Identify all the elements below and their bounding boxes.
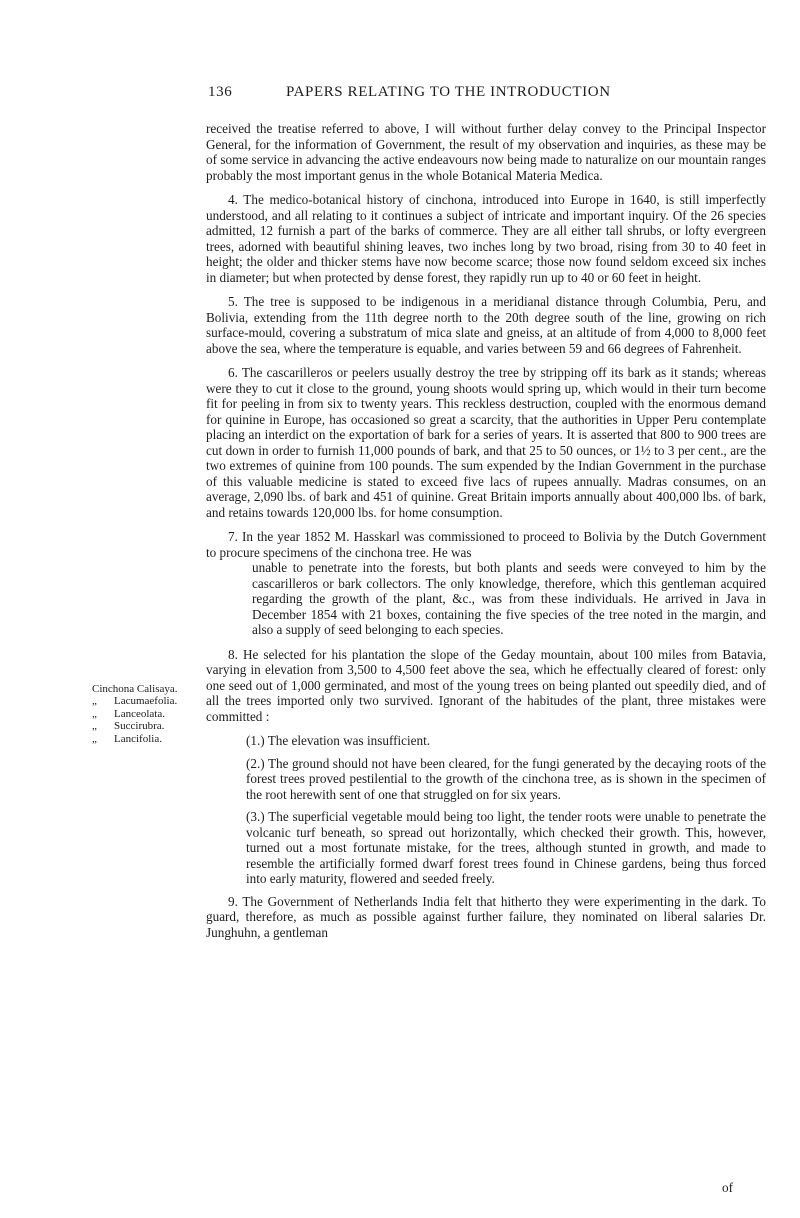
ditto-mark: „ xyxy=(92,707,97,720)
paragraph-7 xyxy=(206,529,766,638)
paragraph-6: 6. The cascarilleros or peelers usually destroy the tree by stripping off its bark as it stands; whereas were they to cut it close to the ground, young shoots would spring up, which would in their turn become fit for peeling in from six to twenty years. This reckless destruction, coupled with the enormous demand for quinine in Europe, has occasioned so great a scarcity, that the authorities in Upper Peru contemplate placing an interdict on the exportation of bark for a series of years. It is asserted that 800 to 900 trees are cut down in order to furnish 11,000 pounds of bark, and that 25 to 50 ounces, or 1½ to 3 per cent., are the two extremes of quinine from 100 pounds. The sum expended by the Indian Government in the purchase of this valuable medicine is stated to exceed five lacs of rupees annually. Madras consumes, on an average, 2,090 lbs. of bark and 451 of quinine. Great Britain imports annually about 400,000 lbs. of bark, and retains towards 120,000 lbs. for home consumption. xyxy=(206,365,766,520)
mistake-3: (3.) The superficial vegetable mould being too light, the tender roots were unable to penetrate the volcanic turf beneath, so spread out horizontally, which checked their growth. This, however, turned out a most fortunate mistake, for the trees, although stunted in growth, and made to resemble the artificially formed dwarf forest trees found in Chinese gardens, being thus forced into early maturity, flowered and seeded freely. xyxy=(246,809,766,886)
body-text xyxy=(206,121,766,949)
paragraph-5: 5. The tree is supposed to be indigenous in a meridianal distance through Columbia, Peru, and Bolivia, extending from the 11th degree north to the 20th degree south of the line, growing on rich surface-mould, covering a substratum of mica slate and gneiss, at an altitude of from 4,000 to 8,000 feet above the sea, where the temperature is equable, and varies between 59 and 66 degrees of Fahrenheit. xyxy=(206,294,766,356)
margin-note-species-name: Succirubra. xyxy=(114,720,165,733)
mistake-1: (1.) The elevation was insufficient. xyxy=(246,733,431,748)
paragraph-4: 4. The medico-botanical history of cinchona, introduced into Europe in 1640, is still imperfectly understood, and all relating to it continues a subject of intricate and important inquiry. Of the 26 species admitted, 12 furnish a part of the barks of commerce. They are all either tall shrubs, or lofty evergreen trees, adorned with beautiful shining leaves, two inches long by two broad, rising from 30 to 40 feet in height; the older and thicker stems have now become scarce; those now found seldom exceed six inches in diameter; but when protected by dense forest, they rapidly run up to 40 or 60 feet in height. xyxy=(206,192,766,285)
margin-note-line xyxy=(92,695,204,707)
page-header xyxy=(208,84,768,108)
margin-note-species-name: Lancifolia. xyxy=(114,732,162,745)
paragraph-8: 8. He selected for his plantation the slope of the Geday mountain, about 100 miles from Batavia, varying in elevation from 3,500 to 4,500 feet above the sea, which he effectually cleared of forest: only one seed out of 1,000 germinated, and most of the young trees on being planted out speedily died, and of all the trees imported only two survived. Ignorant of the habitudes of the plant, three mistakes were committed : xyxy=(206,646,766,724)
paragraph-9: 9. The Government of Netherlands India felt that hitherto they were experimenting in the dark. To guard, therefore, as much as possible against further failure, they nominated on liberal salaries Dr. Junghuhn, a gentleman xyxy=(206,893,766,940)
paragraph-7-continued: unable to penetrate into the forests, but both plants and seeds were conveyed to him by the cascarilleros or bark collectors. The only knowledge, therefore, which this gentleman acquired regarding the growth of the plant, &c., was from these individuals. He arrived in Java in December 1854 with 21 boxes, containing the five species of the tree noted in the margin, and also a supply of seed belonging to each species. xyxy=(252,560,766,637)
margin-note-species xyxy=(92,683,204,745)
ditto-mark: „ xyxy=(92,720,97,733)
margin-note-line xyxy=(92,683,204,695)
catchword: of xyxy=(722,1180,733,1195)
ditto-mark: „ xyxy=(92,695,97,708)
running-title: PAPERS RELATING TO THE INTRODUCTION xyxy=(286,84,611,100)
mistake-2: (2.) The ground should not have been cleared, for the fungi generated by the decaying roots of the forest trees proved pestilential to the growth of the cinchona tree, as is shown in the specimen of the root herewith sent of one that struggled on for six years. xyxy=(246,755,766,802)
margin-note-species-name: Lacumaefolia. xyxy=(114,695,178,708)
paragraph-7-first-line: 7. In the year 1852 M. Hasskarl was commissioned to proceed to Bolivia by the Dutch Government to procure specimens of the cinchona tree. He was xyxy=(206,529,766,560)
page-number: 136 xyxy=(208,84,233,100)
margin-note-line xyxy=(92,708,204,720)
margin-note-first: Cinchona Calisaya. xyxy=(92,683,178,695)
margin-note-line xyxy=(92,720,204,732)
margin-note-line xyxy=(92,733,204,745)
paragraph-intro: received the treatise referred to above, I will without further delay convey to the Principal Inspector General, for the information of Government, the result of my observation and inquiries, as these may be of some service in advancing the active endeavours now being made to naturalize on our mountain ranges probably the most important genus in the whole Botanical Materia Medica. xyxy=(206,121,766,183)
margin-note-species-name: Lanceolata. xyxy=(114,707,165,720)
ditto-mark: „ xyxy=(92,732,97,745)
